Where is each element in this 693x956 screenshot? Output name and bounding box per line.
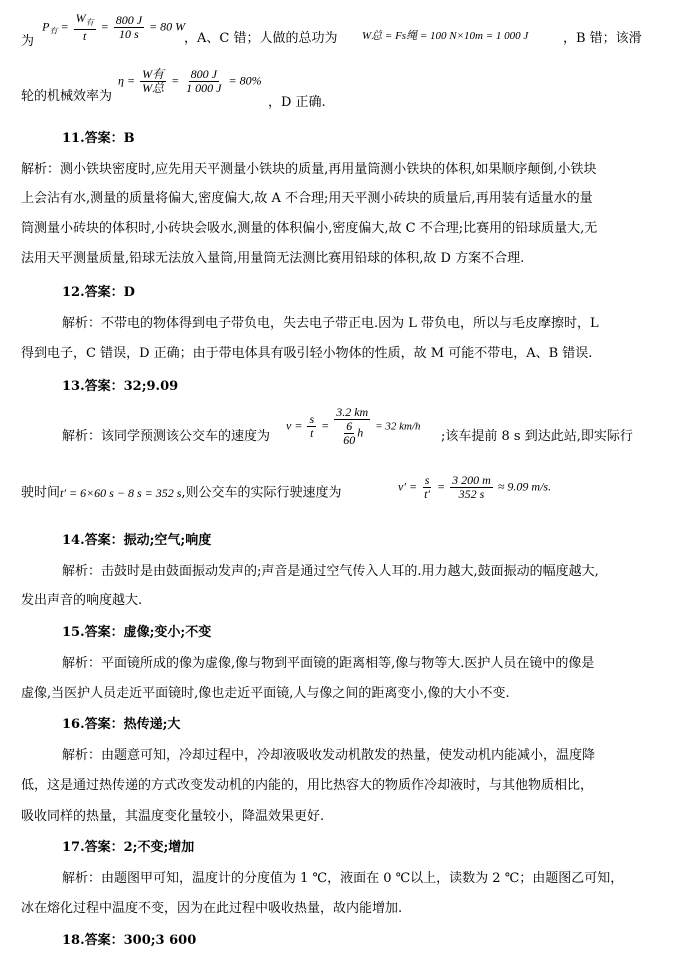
q16-line-1: 解析：由题意可知，冷却过程中，冷却液吸收发动机散发的热量，使发动机内能减小，温度降 [62, 748, 596, 763]
d-correct-text: ，D 正确. [268, 95, 326, 110]
q13-velocity-formula: v = $\frac{s}{t}$ = 3.2 km $\frac{6}{60}$ h = 32 km/h [286, 405, 421, 447]
q14-answer: 14.答案：振动;空气;响度 [62, 533, 212, 548]
q13-line-2: 驶时间t′ = 6×60 s − 8 s = 352 s,则公交车的实际行驶速度为 [21, 485, 342, 501]
q15-line-1: 解析：平面镜所成的像为虚像,像与物到平面镜的距离相等,像与物等大.医护人员在镜中的像是 [62, 656, 595, 671]
q11-answer: 11.答案：B [62, 131, 135, 146]
q17-line-2: 冰在熔化过程中温度不变，因为在此过程中吸收热量，故内能增加. [21, 901, 403, 916]
q17-line-1: 解析：由题图甲可知，温度计的分度值为 1 ℃，液面在 0 ℃以上，读数为 2 ℃；由题图乙可知， [62, 871, 624, 886]
q11-line-2: 上会沾有水,测量的质量将偏大,密度偏大,故 A 不合理;用天平测小砖块的质量后,再用装有适量水的量 [21, 191, 593, 206]
q15-answer: 15.答案：虚像;变小;不变 [62, 625, 212, 640]
q13-line-1-suffix: ;该车提前 8 s 到达此站,即实际行 [441, 429, 633, 444]
q11-line-4: 法用天平测量质量,铅球无法放入量筒,用量筒无法测比赛用铅球的体积,故 D 方案不合理. [21, 251, 525, 266]
b-wrong-text: ，B 错；该滑 [563, 31, 642, 46]
efficiency-line: 轮的机械效率为 [21, 89, 113, 104]
q13-actual-velocity-formula: v′ = $\frac{s}{t'}$ = $\frac{3 200 m}{352 s}$ ≈ 9.09 m/s. [398, 473, 552, 501]
total-work-line: ，A、C 错；人做的总功为 [184, 31, 338, 46]
q12-answer: 12.答案：D [62, 285, 135, 300]
efficiency-formula: η = $\frac{\text{W有}}{\text{W总}}$ = $\frac{800 J}{1 000 J}$ = 80% [118, 67, 262, 95]
q12-line-1: 解析：不带电的物体得到电子带负电，失去电子带正电.因为 L 带负电，所以与毛皮摩擦时，L [62, 316, 599, 331]
power-formula: $P_有$ = $\frac{W_有}{t}$ = $\frac{800 J}{10 s}$ = 80 W [42, 11, 186, 43]
q18-answer: 18.答案：300;3 600 [62, 933, 197, 948]
q14-line-1: 解析：击鼓时是由鼓面振动发声的;声音是通过空气传入人耳的.用力越大,鼓面振动的幅度越大, [62, 564, 599, 579]
q11-line-3: 筒测量小砖块的体积时,小砖块会吸水,测量的体积偏小,密度偏大,故 C 不合理;比赛用的铅球质量大,无 [21, 221, 598, 236]
q16-line-3: 吸收同样的热量，其温度变化量较小，降温效果更好. [21, 809, 325, 824]
q13-answer: 13.答案：32;9.09 [62, 379, 179, 394]
q14-line-2: 发出声音的响度越大. [21, 593, 143, 608]
q15-line-2: 虚像,当医护人员走近平面镜时,像也走近平面镜,人与像之间的距离变小,像的大小不变. [21, 686, 510, 701]
q11-line-1: 解析：测小铁块密度时,应先用天平测量小铁块的质量,再用量筒测小铁块的体积,如果顺序颠倒,小铁块 [21, 162, 597, 177]
q16-answer: 16.答案：热传递;大 [62, 717, 181, 732]
q13-line-1-prefix: 解析：该同学预测该公交车的速度为 [62, 429, 271, 444]
prefix-text: 为 [21, 34, 35, 49]
q17-answer: 17.答案：2;不变;增加 [62, 840, 195, 855]
q12-line-2: 得到电子，C 错误，D 正确；由于带电体具有吸引轻小物体的性质，故 M 可能不带电，A、B 错误. [21, 346, 593, 361]
power-formula-line [21, 11, 186, 49]
total-work-formula: W总 = Fs绳 = 100 N×10m = 1 000 J [362, 30, 529, 42]
q16-line-2: 低，这是通过热传递的方式改变发动机的内能的，用比热容大的物质作冷却液时，与其他物质相比， [21, 778, 594, 793]
